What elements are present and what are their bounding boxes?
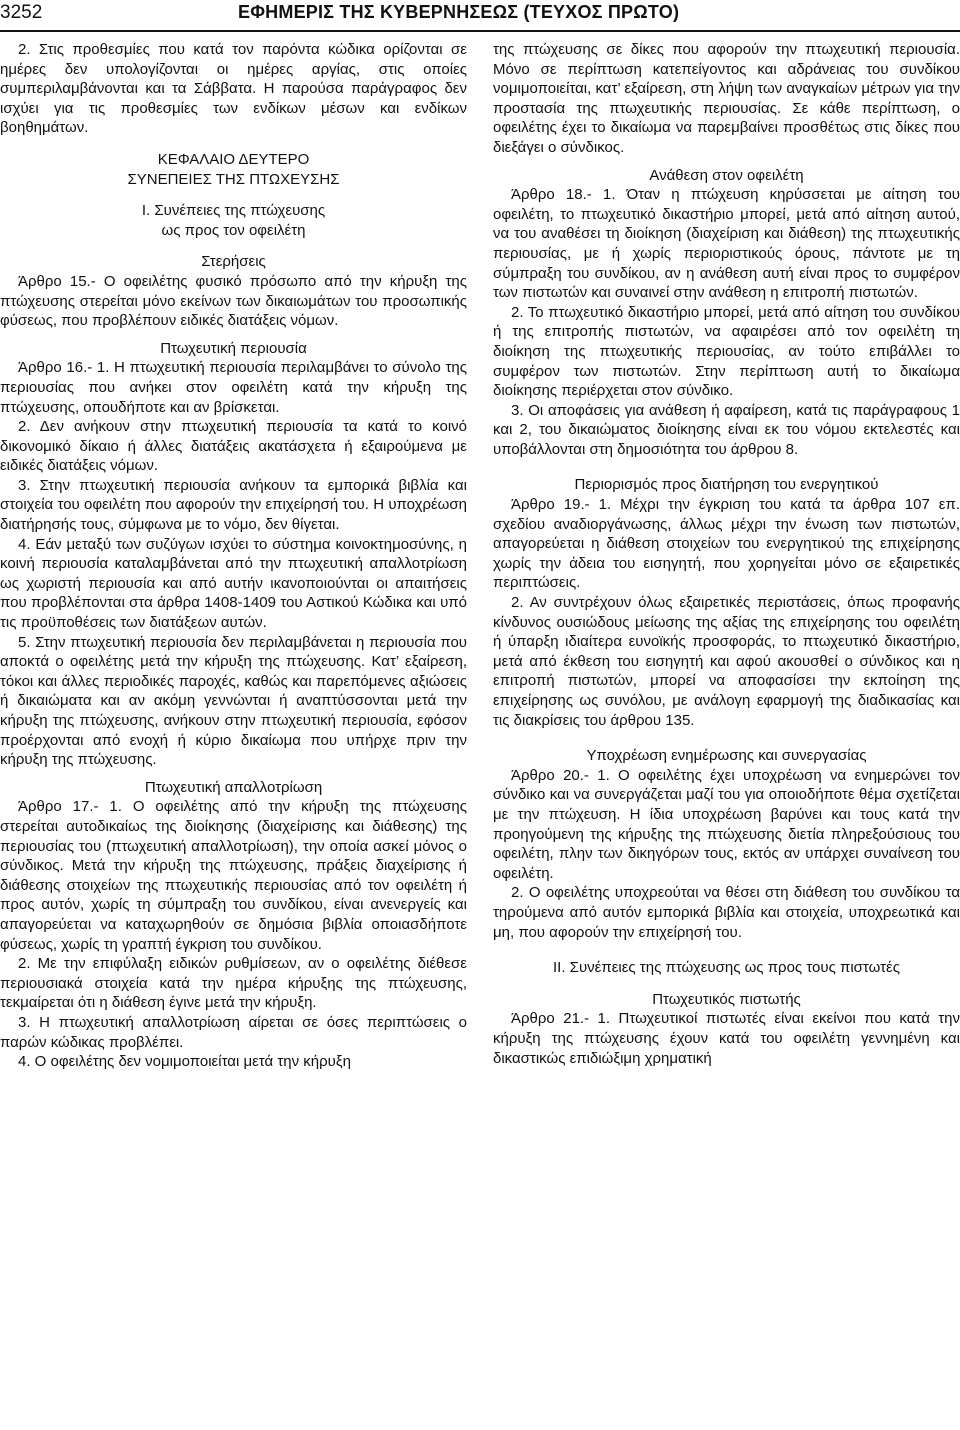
page-header (0, 0, 960, 26)
article-19-par-1: Άρθρο 19.- 1. Μέχρι την έγκριση του κατά τα άρθρα 107 επ. σχεδίου αναδιοργάνωσης, άλλως μέχρι την ένωση των πιστωτών, απαγορεύεται η διάθεση στοιχείων του ενεργητικού της επιχείρησης χωρίς την άδεια του εισηγητή, που χορηγείται μόνο σε εξαιρετικές περιπτώσεις. (493, 496, 960, 592)
article-18-par-2: 2. Το πτωχευτικό δικαστήριο μπορεί, μετά από αίτηση του συνδίκου ή της επιτροπής πιστωτών, να αφαιρέσει από τον οφειλέτη τη διοίκηση της πτωχευτικής περιουσίας, αν τούτο επιβάλλει το συμφέρον των πιστωτών. Στην περίπτωση αυτή το δικαίωμα διοίκησης περιέρχεται στον σύνδικο. (493, 303, 960, 400)
article-17-par-1: Άρθρο 17.- 1. Ο οφειλέτης από την κήρυξη της πτώχευσης στερείται αυτοδικαίως της διοίκησης (διαχείρισης και διάθεσης) της περιουσίας του (πτωχευτική απαλλοτρίωση), την οποία ασκεί μόνος ο σύνδικος. Μετά την κήρυξη της πτώχευσης, πράξεις διαχείρισης ή διάθεσης στοιχείων της πτωχευτικής περιουσίας από τον οφειλέτη ή προς αυτόν, χωρίς τη σύμπραξη του συνδίκου, είναι ανενεργείς και απαγορεύεται να καταχωρηθούν σε δημόσια βιβλία οποιασδήποτε φύσεως, χωρίς τη γραπτή έγκριση του συνδίκου. (0, 798, 467, 953)
heading-ptoxeutikos-pistotis: Πτωχευτικός πιστωτής (652, 990, 801, 1008)
article-16-par-1: Άρθρο 16.- 1. Η πτωχευτική περιουσία περιλαμβάνει το σύνολο της περιουσίας που ανήκει στον οφειλέτη κατά την κήρυξη της πτώχευσης, οπουδήποτε και αν βρίσκεται. (0, 359, 467, 416)
page-number: 3252 (0, 2, 43, 23)
header-rule (0, 30, 960, 32)
paragraph-deadlines: 2. Στις προθεσμίες που κατά τον παρόντα κώδικα ορίζονται σε ημέρες δεν υπολογίζονται οι ημέρες αργίας, στις οποίες συμπεριλαμβάνονται και τα Σάββατα. Η παρούσα παράγραφος δεν ισχύει για τις προθεσμίες των ενδίκων μέσων και ενδίκων βοηθημάτων. (0, 41, 467, 137)
article-16-par-3: 3. Στην πτωχευτική περιουσία ανήκουν τα εμπορικά βιβλία και στοιχεία του οφειλέτη που αφορούν την επιχείρησή του. Η υποχρέωση διατήρησής τους, σύμφωνα με το νόμο, δεν θίγεται. (0, 476, 467, 534)
heading-ptoxeutiki-periousia: Πτωχευτική περιουσία (160, 339, 307, 357)
heading-ptoxeutiki-apallotriosi: Πτωχευτική απαλλοτρίωση (144, 778, 323, 796)
article-16-par-4: 4. Εάν μεταξύ των συζύγων ισχύει το σύστημα κοινοκτημοσύνης, η κοινή περιουσία καταλαμβάνεται από την πτωχευτική απαλλοτρίωση ως χωριστή περιουσία και από αυτήν ικανοποιούνται οι απαιτήσεις που προβλέπονται στα άρθρα 1408-1409 του Αστικού Κώδικα και υπό τις προϋποθέσεις των διατάξεων αυτών. (0, 535, 467, 632)
article-17-par-2: 2. Με την επιφύλαξη ειδικών ρυθμίσεων, αν ο οφειλέτης διέθεσε περιουσιακά στοιχεία κατά την ημέρα κήρυξης της πτώχευσης, τεκμαίρεται ότι η διάθεση έγινε μετά την κήρυξη. (0, 955, 467, 1012)
running-title: ΕΦΗΜΕΡΙΣ ΤΗΣ ΚΥΒΕΡΝΗΣΕΩΣ (ΤΕΥΧΟΣ ΠΡΩΤΟ) (238, 2, 680, 22)
section-title-line-2: ως προς τον οφειλέτη (161, 221, 306, 239)
section-II-title: ΙΙ. Συνέπειες της πτώχευσης ως προς τους πιστωτές (553, 959, 900, 977)
left-column (0, 40, 467, 1072)
chapter-subtitle: ΣΥΝΕΠΕΙΕΣ ΤΗΣ ΠΤΩΧΕΥΣΗΣ (127, 170, 340, 188)
heading-anathesi: Ανάθεση στον οφειλέτη (649, 166, 804, 184)
heading-periorismos: Περιορισμός προς διατήρηση του ενεργητικού (574, 476, 879, 494)
chapter-title: ΚΕΦΑΛΑΙΟ ΔΕΥΤΕΡΟ (157, 150, 310, 168)
article-18-par-1: Άρθρο 18.- 1. Όταν η πτώχευση κηρύσσεται με αίτηση του οφειλέτη, το πτωχευτικό δικαστήριο μπορεί, μετά από αίτηση αυτού, να του αναθέσει τη διοίκηση (διαχείριση και διάθεση) της πτωχευτικής περιουσίας, με ή χωρίς περιοριστικούς όρους, πάντοτε με τη σύμπραξη του συνδίκου, αν η ανάθεση αυτή είναι προς το συμφέρον των πιστωτών και συναινεί στην ανάθεση η επιτροπή πιστωτών. (493, 186, 960, 302)
article-17-par-4: 4. Ο οφειλέτης δεν νομιμοποιείται μετά την κήρυξη (18, 1053, 351, 1071)
article-17-par-3: 3. Η πτωχευτική απαλλοτρίωση αίρεται σε όσες περιπτώσεις ο παρών κώδικας προβλέπει. (0, 1013, 467, 1051)
article-21-par-1: Άρθρο 21.- 1. Πτωχευτικοί πιστωτές είναι εκείνοι που κατά την κήρυξη της πτώχευσης έχουν κατά του οφειλέτη γεννημένη και δικαστικώς επιδιώξιμη χρηματική (493, 1010, 960, 1067)
article-15: Άρθρο 15.- Ο οφειλέτης φυσικό πρόσωπο από την κήρυξη της πτώχευσης στερείται μόνο εκείνων των δικαιωμάτων του προσωπικής φύσεως, που προβλέπουν ειδικές διατάξεις νόμων. (0, 272, 467, 330)
right-column (493, 40, 960, 1068)
article-16-par-5: 5. Στην πτωχευτική περιουσία δεν περιλαμβάνεται η περιουσία που αποκτά ο οφειλέτης μετά την κήρυξη της πτώχευσης. Κατ’ εξαίρεση, τόκοι και άλλες περιοδικές παροχές, καθώς και παρεπόμενες αξιώσεις ή δικαιώματα και αν ακόμη γεννώνται ή αναπτύσσονται μετά την κήρυξη της πτώχευσης, ανήκουν στην πτωχευτική περιουσία, εφόσον προέρχονται από ενοχή ή κύριο δικαίωμα που υπήρχε πριν την κήρυξη της πτώχευσης. (0, 633, 467, 769)
article-16-par-2: 2. Δεν ανήκουν στην πτωχευτική περιουσία τα κατά το κοινό δικονομικό δίκαιο ή άλλες διατάξεις ακατάσχετα ή εξαιρούμενα με ειδικές διατάξεις νόμων. (0, 418, 467, 475)
article-20-par-1: Άρθρο 20.- 1. Ο οφειλέτης έχει υποχρέωση να ενημερώνει τον σύνδικο και να συνεργάζεται μαζί του για οποιοδήποτε θέμα σχετίζεται με την πτώχευση. Η ίδια υποχρέωση βαρύνει και τους κατά την προηγούμενη της κήρυξης της πτώχευσης διετία πληρεξούσιους του οφειλέτη, πλην των δικηγόρων τους, εκτός αν υπάρχει συναίνεση του οφειλέτη. (493, 766, 960, 882)
article-20-par-2: 2. Ο οφειλέτης υποχρεούται να θέσει στη διάθεση του συνδίκου τα τηρούμενα από αυτόν εμπορικά βιβλία και στοιχεία, υποχρεωτικά και μη, που αφορούν την επιχείρησή του. (493, 884, 960, 941)
article-17-par-4-continued: της πτώχευσης σε δίκες που αφορούν την πτωχευτική περιουσία. Μόνο σε περίπτωση κατεπείγοντος και αδράνειας του συνδίκου νομιμοποιείται, κατ’ εξαίρεση, στη λήψη των αναγκαίων μέτρων για την προστασία της πτωχευτικής περιουσίας. Σε κάθε περίπτωση, ο οφειλέτης έχει το δικαίωμα να παρεμβαίνει προσθέτως στις δίκες που διεξάγει ο σύνδικος. (493, 41, 960, 156)
article-18-par-3: 3. Οι αποφάσεις για ανάθεση ή αφαίρεση, κατά τις παράγραφους 1 και 2, του δικαιώματος διοίκησης είναι εκ του νόμου εκτελεστές και υποβάλλονται στη δημοσιότητα του άρθρου 8. (493, 401, 960, 458)
section-title-line-1: Ι. Συνέπειες της πτώχευσης (141, 202, 326, 220)
article-19-par-2: 2. Αν συντρέχουν όλως εξαιρετικές περιστάσεις, όπως προφανής κίνδυνος ουσιώδους μείωσης της αξίας της επιχείρησης του οφειλέτη ή ύπαρξη ιδιαίτερα ευνοϊκής προσφοράς, το πτωχευτικό δικαστήριο, μετά από έκθεση του εισηγητή και αφού ακουσθεί ο σύνδικος και η επιτροπή πιστωτών, μπορεί να αποφασίσει την εκποίηση της επιχείρησης ως συνόλου, με ανάλογη εφαρμογή της διαδικασίας και τις διακρίσεις του άρθρου 135. (493, 594, 960, 729)
heading-enimerosi: Υποχρέωση ενημέρωσης και συνεργασίας (586, 747, 867, 765)
heading-sterisis: Στερήσεις (201, 253, 266, 271)
